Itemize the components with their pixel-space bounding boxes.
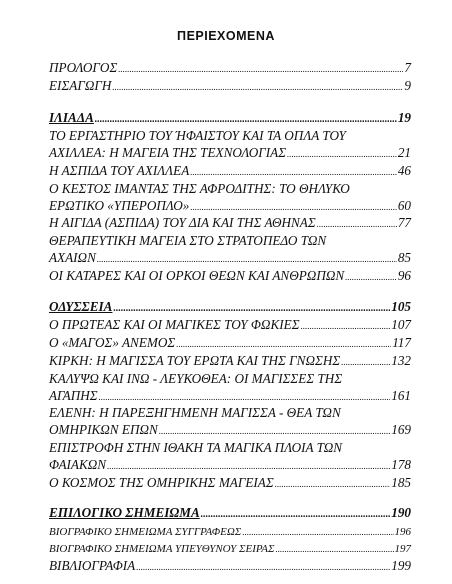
- section-heading-page: 19: [397, 109, 411, 125]
- odyssey-entries: [49, 317, 411, 492]
- toc-entry[interactable]: [49, 405, 411, 440]
- leader-dots: [118, 60, 403, 78]
- toc-entry-page: 60: [397, 197, 411, 213]
- toc-entry-page: 77: [397, 215, 411, 231]
- toc-entry-page: 117: [392, 335, 411, 351]
- toc-entry[interactable]: [49, 541, 411, 558]
- toc-entry-page: 107: [391, 317, 411, 333]
- toc-entry-title: ΟΙ ΚΑΤΑΡΕΣ ΚΑΙ ΟΙ ΟΡΚΟΙ ΘΕΩΝ ΚΑΙ ΑΝΘΡΩΠΩΝ: [49, 267, 345, 283]
- toc-entry[interactable]: [49, 128, 411, 163]
- toc-entry-title: ΠΡΟΛΟΓΟΣ: [49, 60, 118, 75]
- leader-dots: [242, 524, 393, 541]
- toc-entry-page: 178: [391, 456, 411, 472]
- toc-entry-title: Η ΑΙΓΙΔΑ (ΑΣΠΙΔΑ) ΤΟΥ ΔΙΑ ΚΑΙ ΤΗΣ ΑΘΗΝΑΣ: [49, 215, 316, 231]
- iliad-entries: [49, 128, 411, 285]
- toc-entry[interactable]: [49, 335, 411, 353]
- toc-entry[interactable]: [49, 181, 411, 216]
- leader-dots: [190, 198, 396, 216]
- section-odyssey: [49, 299, 411, 493]
- leader-dots: [95, 110, 397, 129]
- toc-entry-page: 7: [404, 60, 411, 75]
- leader-dots: [317, 215, 397, 233]
- toc-entry[interactable]: [49, 475, 411, 493]
- leader-dots: [159, 422, 390, 440]
- toc-entry-page: 161: [391, 387, 411, 403]
- toc-entry-title: ΒΙΒΛΙΟΓΡΑΦΙΑ: [49, 557, 136, 573]
- toc-entry-title-first-line: ΘΕΡΑΠΕΥΤΙΚΗ ΜΑΓΕΙΑ ΣΤΟ ΣΤΡΑΤΟΠΕΔΟ ΤΩΝ: [49, 233, 327, 249]
- leader-dots: [97, 250, 397, 268]
- section-heading-page: 105: [391, 298, 411, 314]
- toc-entry-title: ΟΜΗΡΙΚΩΝ ΕΠΩΝ: [49, 422, 158, 438]
- toc-entry[interactable]: [49, 558, 411, 576]
- toc-entry-title-first-line: ΤΟ ΕΡΓΑΣΤΗΡΙΟ ΤΟΥ ΉΦΑΙΣΤΟΥ ΚΑΙ ΤΑ ΟΠΛΑ ΤΟΥ: [49, 128, 346, 144]
- toc-entry-title-first-line: Ο ΚΕΣΤΟΣ ΙΜΑΝΤΑΣ ΤΗΣ ΑΦΡΟΔΙΤΗΣ: ΤΟ ΘΗΛΥΚΟ: [49, 180, 350, 196]
- leader-dots: [341, 353, 390, 371]
- page-title: ΠΕΡΙΕΧΟΜΕΝΑ: [177, 29, 275, 43]
- toc-entry-page: 185: [391, 474, 411, 490]
- toc-entry-prologue[interactable]: [49, 60, 411, 78]
- section-heading-epilogue[interactable]: [49, 505, 411, 524]
- toc-entry-page: 96: [397, 267, 411, 283]
- front-matter: [49, 60, 411, 96]
- section-heading-title: ΙΛΙΑΔΑ: [49, 109, 94, 125]
- toc-entry-page: 132: [391, 352, 411, 368]
- toc-entry-title: ΚΙΡΚΗ: Η ΜΑΓΙΣΣΑ ΤΟΥ ΕΡΩΤΑ ΚΑΙ ΤΗΣ ΓΝΩΣΗΣ: [49, 352, 341, 368]
- table-of-contents: [49, 60, 411, 576]
- section-heading-odyssey[interactable]: [49, 299, 411, 318]
- toc-entry-page: 9: [404, 77, 411, 93]
- toc-entry[interactable]: [49, 440, 411, 475]
- toc-entry-title: ΒΙΟΓΡΑΦΙΚΟ ΣΗΜΕΙΩΜΑ ΣΥΓΓΡΑΦΕΩΣ: [49, 526, 242, 539]
- section-heading-iliad[interactable]: [49, 110, 411, 129]
- toc-entry-title-first-line: ΕΠΙΣΤΡΟΦΗ ΣΤΗΝ ΙΘΑΚΗ ΤΑ ΜΑΓΙΚΑ ΠΛΟΙΑ ΤΩΝ: [49, 439, 343, 455]
- toc-entry[interactable]: [49, 233, 411, 268]
- toc-entry[interactable]: [49, 524, 411, 541]
- section-iliad: [49, 110, 411, 286]
- toc-entry-title: Η ΑΣΠΙΔΑ ΤΟΥ ΑΧΙΛΛΕΑ: [49, 162, 190, 178]
- leader-dots: [176, 335, 391, 353]
- leader-dots: [287, 145, 397, 163]
- toc-entry-page: 46: [397, 162, 411, 178]
- toc-entry[interactable]: [49, 215, 411, 233]
- toc-entry[interactable]: [49, 268, 411, 286]
- toc-entry[interactable]: [49, 371, 411, 406]
- toc-entry-title-first-line: ΕΛΕΝΗ: Η ΠΑΡΕΞΗΓΗΜΕΝΗ ΜΑΓΙΣΣΑ - ΘΕΑ ΤΩΝ: [49, 405, 341, 421]
- section-heading-title: ΕΠΙΛΟΓΙΚΟ ΣΗΜΕΙΩΜΑ: [49, 505, 200, 521]
- toc-entry-page: 196: [394, 526, 411, 539]
- toc-entry-title: ΑΧΑΙΩΝ: [49, 249, 96, 265]
- leader-dots: [136, 558, 390, 576]
- toc-entry-page: 21: [397, 145, 411, 161]
- toc-entry-page: 199: [391, 557, 411, 573]
- leader-dots: [99, 388, 391, 406]
- leader-dots: [112, 78, 403, 96]
- toc-entry-title: Ο ΠΡΩΤΕΑΣ ΚΑΙ ΟΙ ΜΑΓΙΚΕΣ ΤΟΥ ΦΩΚΙΕΣ: [49, 317, 300, 333]
- toc-entry-title: ΑΓΑΠΗΣ: [49, 387, 98, 403]
- toc-entry-page: 197: [394, 542, 411, 555]
- toc-entry-title: Ο ΚΟΣΜΟΣ ΤΗΣ ΟΜΗΡΙΚΗΣ ΜΑΓΕΙΑΣ: [49, 474, 274, 490]
- toc-entry-title: ΕΙΣΑΓΩΓΗ: [49, 77, 112, 93]
- leader-dots: [113, 299, 390, 318]
- epilogue-entries: [49, 524, 411, 575]
- toc-entry-introduction[interactable]: [49, 78, 411, 96]
- toc-entry[interactable]: [49, 317, 411, 335]
- toc-entry-title: ΦΑΙΑΚΩΝ: [49, 456, 107, 472]
- leader-dots: [107, 457, 390, 475]
- toc-entry-title: ΕΡΩΤΙΚΟ «ΥΠΕΡΟΠΛΟ»: [49, 197, 190, 213]
- toc-entry-title: ΒΙΟΓΡΑΦΙΚΟ ΣΗΜΕΙΩΜΑ ΥΠΕΥΘΥΝΟΥ ΣΕΙΡΑΣ: [49, 542, 275, 555]
- leader-dots: [301, 317, 391, 335]
- section-heading-title: ΟΔΥΣΣΕΙΑ: [49, 298, 113, 314]
- leader-dots: [276, 541, 394, 558]
- section-epilogue: [49, 505, 411, 575]
- leader-dots: [190, 163, 397, 181]
- toc-entry[interactable]: [49, 353, 411, 371]
- toc-entry-page: 85: [397, 249, 411, 265]
- toc-entry-page: 169: [391, 422, 411, 438]
- toc-entry-title: Ο «ΜΑΓΟΣ» ΑΝΕΜΟΣ: [49, 335, 176, 351]
- leader-dots: [345, 268, 397, 286]
- toc-entry[interactable]: [49, 163, 411, 181]
- toc-entry-title-first-line: ΚΑΛΥΨΩ ΚΑΙ ΙΝΩ - ΛΕΥΚΟΘΕΑ: ΟΙ ΜΑΓΙΣΣΕΣ ΤΗΣ: [49, 370, 343, 386]
- toc-entry-title: ΑΧΙΛΛΕΑ: Η ΜΑΓΕΙΑ ΤΗΣ ΤΕΧΝΟΛΟΓΙΑΣ: [49, 145, 287, 161]
- leader-dots: [275, 475, 391, 493]
- leader-dots: [201, 505, 390, 524]
- section-heading-page: 190: [391, 505, 411, 521]
